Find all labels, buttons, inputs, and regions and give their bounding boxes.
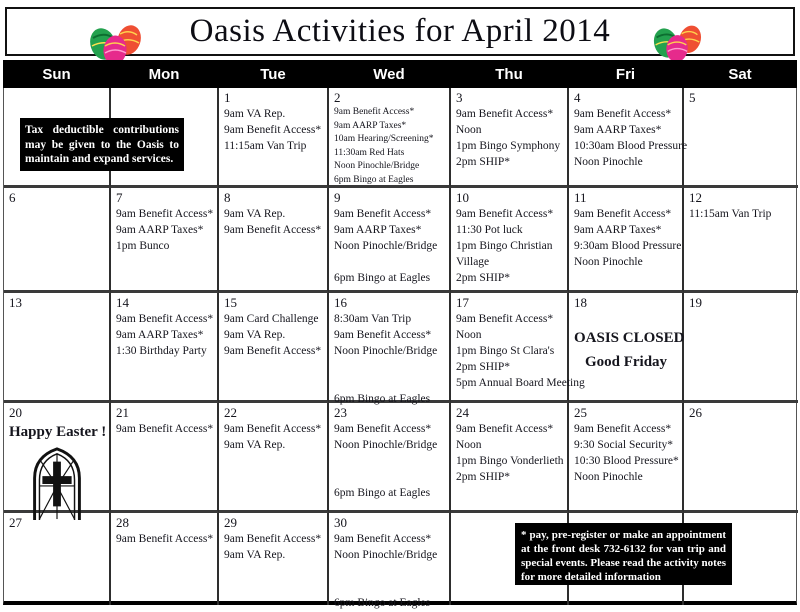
day-cell-easter	[4, 403, 111, 513]
event-line: 9am Benefit Access*	[456, 423, 554, 435]
event-line: 9am VA Rep.	[224, 439, 286, 451]
event-line: 2pm SHIP*	[456, 471, 510, 483]
date-number: 2	[334, 90, 341, 105]
event-line: 6pm Bingo at Eagles	[334, 272, 431, 284]
date-number: 17	[456, 295, 469, 310]
event-line: 9am Card Challenge	[224, 313, 319, 325]
event-list	[456, 206, 563, 286]
event-line: Noon Pinochle	[574, 471, 643, 483]
event-line: 9am Benefit Access*	[334, 107, 415, 117]
event-list	[456, 106, 563, 170]
event-line: 9am VA Rep.	[224, 549, 286, 561]
date-number: 24	[456, 405, 469, 420]
day-cell	[219, 88, 329, 188]
event-line: Noon Pinochle/Bridge	[334, 345, 438, 357]
day-cell	[329, 293, 451, 403]
event-list	[116, 206, 213, 254]
date-number: 15	[224, 295, 237, 310]
event-list	[116, 311, 213, 359]
date-number: 9	[334, 190, 341, 205]
event-line: 11:30am Red Hats	[334, 147, 405, 158]
event-list	[334, 206, 445, 286]
event-line: 9am AARP Taxes*	[116, 329, 204, 341]
event-line	[334, 579, 445, 595]
day-cell	[111, 293, 219, 403]
oasis-closed-notice	[574, 326, 685, 374]
event-line: 9am AARP Taxes*	[116, 224, 204, 236]
event-line: 6pm Bingo at Eagles	[334, 393, 431, 405]
event-line: 2pm SHIP*	[456, 361, 510, 373]
event-line: Noon Pinochle/Bridge	[334, 549, 438, 561]
event-line: 9am AARP Taxes*	[574, 124, 662, 136]
event-list	[334, 311, 445, 407]
date-number: 16	[334, 295, 347, 310]
day-cell	[329, 88, 451, 188]
weekday-header-mon: Mon	[148, 65, 180, 83]
weekday-header-tue: Tue	[260, 65, 286, 83]
day-cell	[569, 188, 684, 293]
date-number: 25	[574, 405, 587, 420]
weekday-header-thu: Thu	[495, 65, 523, 83]
event-line: 9am Benefit Access*	[574, 423, 672, 435]
event-line: 9am Benefit Access*	[116, 423, 214, 435]
event-line: 9:30 Social Security*	[574, 439, 674, 451]
event-line: 2pm SHIP*	[456, 156, 510, 168]
date-number: 20	[9, 405, 22, 420]
event-line: 9am Benefit Access*	[224, 533, 322, 545]
event-line: 9am Benefit Access*	[456, 313, 554, 325]
event-line: 9am Benefit Access*	[334, 533, 432, 545]
event-list	[334, 421, 445, 501]
event-line	[334, 563, 445, 579]
date-number: 26	[689, 405, 702, 420]
day-cell	[684, 293, 798, 403]
event-line	[334, 469, 445, 485]
event-line: 9am Benefit Access*	[334, 423, 432, 435]
event-line: 9am Benefit Access*	[574, 208, 672, 220]
date-number: 10	[456, 190, 469, 205]
event-list	[224, 106, 323, 154]
event-line: 10:30am Blood Pressure	[574, 140, 688, 152]
day-cell	[4, 188, 111, 293]
day-cell	[569, 88, 688, 188]
day-cell	[111, 188, 219, 293]
day-cell	[329, 188, 451, 293]
date-number: 4	[574, 90, 581, 105]
registration-footnote: * pay, pre-register or make an appointment at the front desk 732-6132 for van trip and special events. Please read the activity notes for more detailed information	[515, 523, 732, 585]
day-cell	[329, 513, 451, 609]
event-line: 11:30 Pot luck	[456, 224, 523, 236]
event-line: Noon	[456, 124, 482, 136]
event-line: 8:30am Van Trip	[334, 313, 412, 325]
day-cell	[451, 188, 569, 293]
event-line: 9am Benefit Access*	[116, 533, 214, 545]
day-cell	[219, 513, 329, 605]
day-cell	[219, 403, 329, 513]
closed-line: OASIS CLOSED	[574, 330, 685, 346]
event-line: 9am AARP Taxes*	[574, 224, 662, 236]
event-line: 9am Benefit Access*	[334, 329, 432, 341]
event-line: 2pm SHIP*	[456, 272, 510, 284]
event-line: 9am Benefit Access*	[224, 423, 322, 435]
event-line: Noon Pinochle/Bridge	[334, 161, 420, 171]
event-line: 5pm Annual Board Meeting	[456, 377, 585, 389]
day-cell	[684, 188, 798, 293]
date-number: 14	[116, 295, 129, 310]
event-line: 6pm Bingo at Eagles	[334, 597, 431, 609]
weekday-header-sun: Sun	[42, 65, 71, 83]
date-number: 11	[574, 190, 587, 205]
event-line: Noon Pinochle	[574, 256, 643, 268]
event-line: 9am Benefit Access*	[224, 124, 322, 136]
event-line: 9:30am Blood Pressure	[574, 240, 682, 252]
date-number: 12	[689, 190, 702, 205]
event-line: 1pm Bingo St Clara's	[456, 345, 555, 357]
event-list	[116, 421, 213, 437]
event-line: 9am Benefit Access*	[574, 108, 672, 120]
date-number: 7	[116, 190, 123, 205]
date-number: 28	[116, 515, 129, 530]
day-cell	[451, 88, 569, 188]
event-line: 9am Benefit Access*	[224, 345, 322, 357]
weekday-header-row	[3, 60, 797, 88]
event-list	[224, 206, 323, 238]
day-cell	[684, 403, 798, 513]
event-line: 9am VA Rep.	[224, 208, 286, 220]
day-cell	[111, 513, 219, 605]
date-number: 1	[224, 90, 231, 105]
tax-deductible-note: Tax deductible contributions may be given to the Oasis to maintain and expand services.	[20, 118, 184, 171]
event-list	[574, 106, 688, 170]
event-line: 9am Benefit Access*	[334, 208, 432, 220]
event-list	[334, 531, 445, 611]
event-line: 1pm Bunco	[116, 240, 170, 252]
event-line: 1pm Bingo Vonderlieth	[456, 455, 564, 467]
event-list	[456, 421, 563, 485]
day-cell	[219, 293, 329, 403]
weekday-header-wed: Wed	[373, 65, 405, 83]
event-line	[334, 254, 445, 270]
date-number: 18	[574, 295, 587, 310]
event-line: 1:30 Birthday Party	[116, 345, 207, 357]
date-number: 29	[224, 515, 237, 530]
day-cell	[451, 403, 569, 513]
date-number: 19	[689, 295, 702, 310]
date-number: 21	[116, 405, 129, 420]
event-line: 9am Benefit Access*	[116, 313, 214, 325]
day-cell	[329, 403, 451, 513]
event-list	[456, 311, 585, 391]
event-line: 11:15am Van Trip	[224, 140, 307, 152]
event-list	[224, 421, 323, 453]
date-number: 30	[334, 515, 347, 530]
event-line: 9am VA Rep.	[224, 329, 286, 341]
closed-line: Good Friday	[584, 354, 668, 370]
date-number: 13	[9, 295, 22, 310]
event-line: 9am Benefit Access*	[116, 208, 214, 220]
event-line: 1pm Bingo Christian	[456, 240, 553, 252]
event-line	[334, 359, 445, 375]
event-list	[689, 206, 794, 222]
day-cell	[111, 403, 219, 513]
title-bar	[5, 7, 795, 56]
event-line: 1pm Bingo Symphony	[456, 140, 561, 152]
event-line	[334, 375, 445, 391]
date-number: 22	[224, 405, 237, 420]
day-cell-good-friday	[569, 293, 684, 403]
date-number: 3	[456, 90, 463, 105]
event-line: 10:30 Blood Pressure*	[574, 455, 679, 467]
event-list	[116, 531, 213, 547]
date-number: 23	[334, 405, 347, 420]
event-line: 9am Benefit Access*	[224, 224, 322, 236]
date-number: 27	[9, 515, 22, 530]
event-line: 9am Benefit Access*	[456, 108, 554, 120]
day-cell	[219, 188, 329, 293]
weekday-header-fri: Fri	[615, 65, 636, 83]
event-list	[224, 311, 323, 359]
day-cell	[569, 403, 684, 513]
event-line: 9am AARP Taxes*	[334, 120, 407, 131]
date-number: 6	[9, 190, 16, 205]
date-number: 8	[224, 190, 231, 205]
event-line: 10am Hearing/Screening*	[334, 134, 434, 144]
event-line: 11:15am Van Trip	[689, 208, 772, 220]
day-cell	[684, 88, 798, 188]
happy-easter-label: Happy Easter !	[9, 424, 107, 440]
event-line: 9am VA Rep.	[224, 108, 286, 120]
event-line: 6pm Bingo at Eagles	[334, 487, 431, 499]
event-line: Noon Pinochle	[574, 156, 643, 168]
event-line: 9am AARP Taxes*	[334, 224, 422, 236]
weekday-header-sat: Sat	[728, 65, 752, 83]
event-line: 9am Benefit Access*	[456, 208, 554, 220]
event-line: Noon Pinochle/Bridge	[334, 240, 438, 252]
event-line: Village	[456, 256, 490, 268]
event-line: Noon	[456, 329, 482, 341]
day-cell	[4, 513, 111, 605]
event-line: Noon Pinochle/Bridge	[334, 439, 438, 451]
event-line: 6pm Bingo at Eagles	[334, 174, 414, 185]
page-title: Oasis Activities for April 2014	[189, 13, 611, 49]
event-line: Noon	[456, 439, 482, 451]
event-list	[574, 421, 678, 485]
event-list	[224, 531, 323, 563]
date-number: 5	[689, 90, 696, 105]
event-list	[334, 106, 445, 187]
event-list	[574, 206, 682, 270]
event-line	[334, 453, 445, 469]
day-cell	[4, 293, 111, 403]
